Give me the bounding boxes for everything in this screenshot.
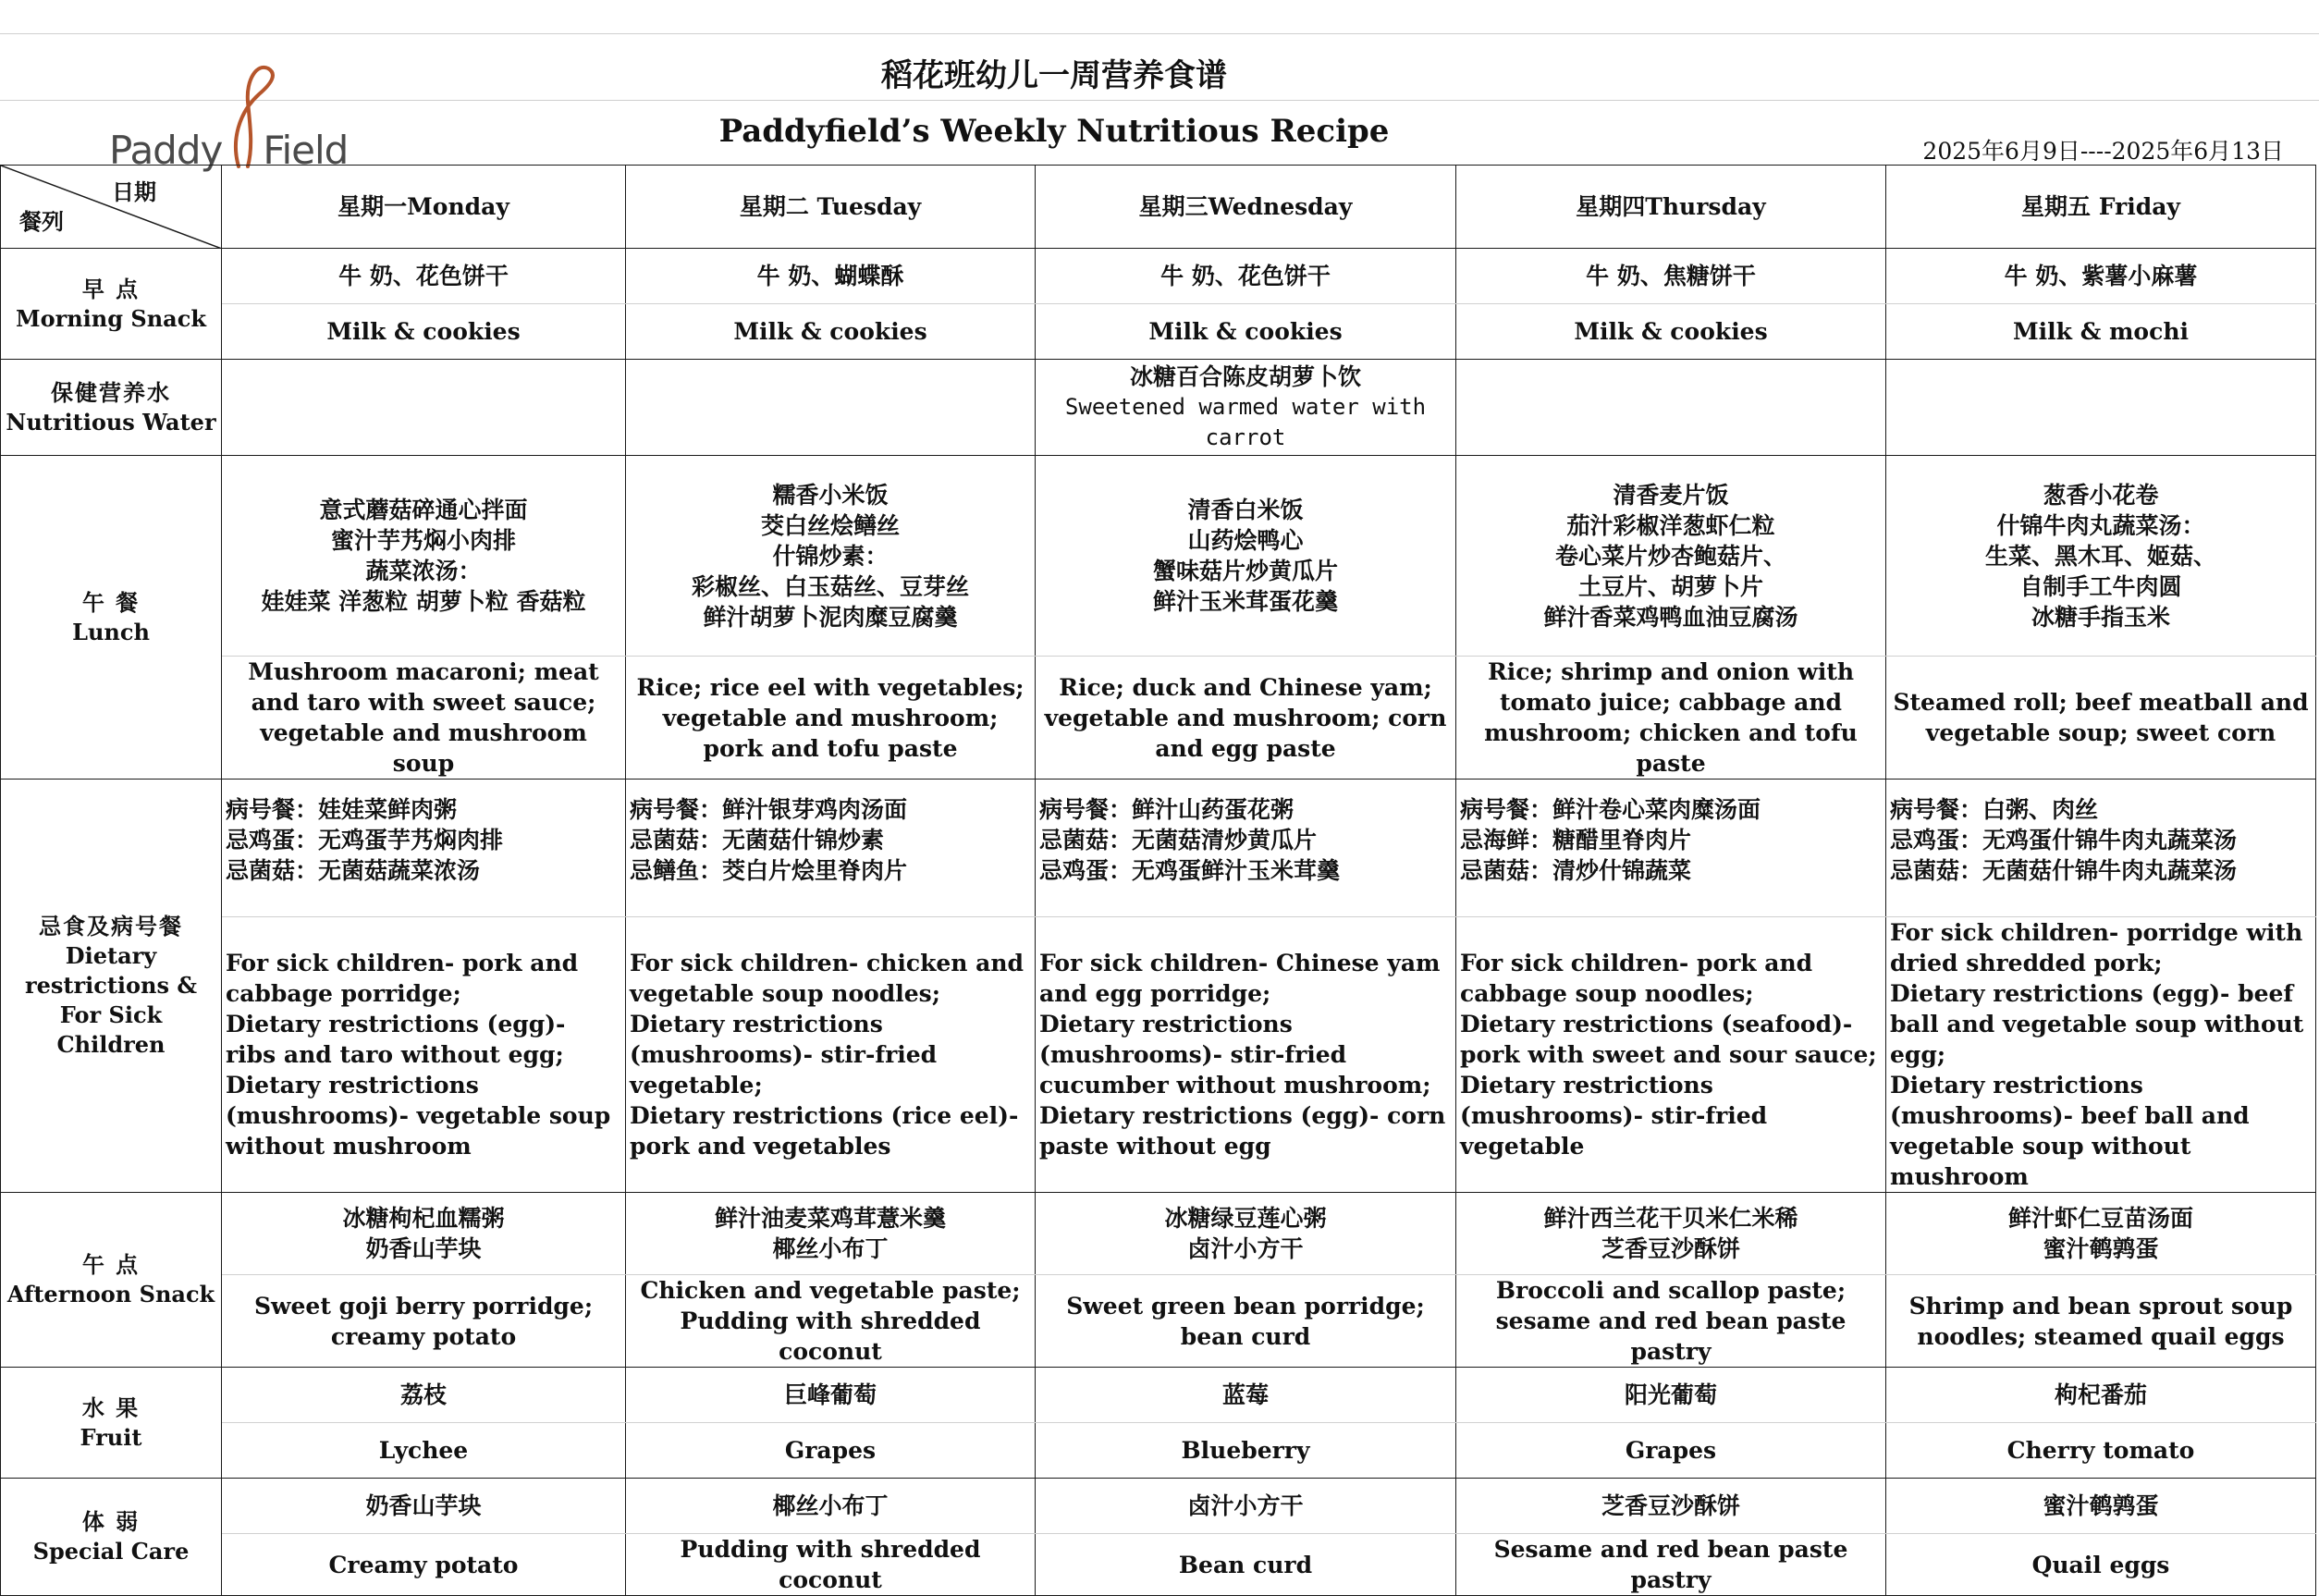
morning-snack-zh: 牛 奶、花色饼干: [1036, 249, 1456, 304]
row-label-fruit: 水 果 Fruit: [1, 1368, 222, 1479]
lunch-en: Steamed roll; beef meatball and vegetable soup; sweet corn: [1886, 657, 2316, 780]
special-care-en-row: [1, 1534, 2316, 1596]
date-range: 2025年6月9日----2025年6月13日: [1922, 138, 2284, 165]
morning-snack-en: Milk & mochi: [1886, 304, 2316, 360]
afternoon-snack-en: Sweet goji berry porridge; creamy potato: [222, 1275, 626, 1368]
corner-cell: [1, 166, 222, 249]
meal-label: 餐列: [19, 208, 64, 235]
day-header: 星期四Thursday: [1456, 166, 1886, 249]
special-care-row: [1, 1479, 2316, 1534]
fruit-zh: 荔枝: [222, 1368, 626, 1423]
day-header: 星期一Monday: [222, 166, 626, 249]
title-english: Paddyfield’s Weekly Nutritious Recipe: [718, 113, 1390, 150]
afternoon-snack-zh: 冰糖绿豆莲心粥 卤汁小方干: [1036, 1193, 1456, 1275]
day-header: 星期二 Tuesday: [626, 166, 1036, 249]
row-label-dietary: 忌食及病号餐 Dietary restrictions & For Sick Children: [1, 780, 222, 1193]
afternoon-snack-en: Sweet green bean porridge; bean curd: [1036, 1275, 1456, 1368]
empty-cell: [1886, 360, 2316, 456]
lunch-en-row: [1, 657, 2316, 780]
fruit-en: Grapes: [626, 1423, 1036, 1479]
empty-cell: [626, 360, 1036, 456]
special-care-zh: 椰丝小布丁: [626, 1479, 1036, 1534]
dietary-en-row: [1, 917, 2316, 1193]
fruit-row: [1, 1368, 2316, 1423]
dietary-en: For sick children- pork and cabbage soup noodles; Dietary restrictions (seafood)- pork with sweet and sour sauce; Dietary restrictions (mushrooms)- stir-fried vegetable: [1456, 917, 1886, 1193]
lunch-en: Rice; duck and Chinese yam; vegetable and mushroom; corn and egg paste: [1036, 657, 1456, 780]
afternoon-snack-zh: 鲜汁虾仁豆苗汤面 蜜汁鹌鹑蛋: [1886, 1193, 2316, 1275]
nutritious-water-row: [1, 360, 2316, 456]
nutritious-water-wed: 冰糖百合陈皮胡萝卜饮 Sweetened warmed water with carrot: [1036, 360, 1456, 456]
empty-cell: [222, 360, 626, 456]
dietary-zh: 病号餐：鲜汁银芽鸡肉汤面 忌菌菇：无菌菇什锦炒素 忌鳝鱼：茭白片烩里脊肉片: [626, 780, 1036, 917]
fruit-en-row: [1, 1423, 2316, 1479]
afternoon-snack-en: Broccoli and scallop paste; sesame and red bean paste pastry: [1456, 1275, 1886, 1368]
dietary-en: For sick children- pork and cabbage porridge; Dietary restrictions (egg)- ribs and taro without egg; Dietary restrictions (mushrooms)- vegetable soup without mushroom: [222, 917, 626, 1193]
header: [0, 33, 2319, 173]
afternoon-snack-zh: 鲜汁西兰花干贝米仁米稀 芝香豆沙酥饼: [1456, 1193, 1886, 1275]
morning-snack-en-row: [1, 304, 2316, 360]
afternoon-snack-en: Shrimp and bean sprout soup noodles; steamed quail eggs: [1886, 1275, 2316, 1368]
morning-snack-en: Milk & cookies: [1456, 304, 1886, 360]
lunch-zh: 意式蘑菇碎通心拌面 蜜汁芋艿焖小肉排 蔬菜浓汤： 娃娃菜 洋葱粒 胡萝卜粒 香菇粒: [222, 456, 626, 657]
fruit-zh: 巨峰葡萄: [626, 1368, 1036, 1423]
fruit-en: Lychee: [222, 1423, 626, 1479]
special-care-en: Creamy potato: [222, 1534, 626, 1596]
lunch-en: Mushroom macaroni; meat and taro with sweet sauce; vegetable and mushroom soup: [222, 657, 626, 780]
dietary-en: For sick children- Chinese yam and egg porridge; Dietary restrictions (mushrooms)- stir-fried cucumber without mushroom; Dietary restrictions (egg)- corn paste without egg: [1036, 917, 1456, 1193]
day-header: 星期三Wednesday: [1036, 166, 1456, 249]
dietary-en: For sick children- chicken and vegetable soup noodles; Dietary restrictions (mushrooms)- stir-fried vegetable; Dietary restrictions (rice eel)- pork and vegetables: [626, 917, 1036, 1193]
lunch-en: Rice; rice eel with vegetables; vegetable and mushroom; pork and tofu paste: [626, 657, 1036, 780]
row-label-afternoon: 午 点 Afternoon Snack: [1, 1193, 222, 1368]
special-care-zh: 奶香山芋块: [222, 1479, 626, 1534]
special-care-zh: 卤汁小方干: [1036, 1479, 1456, 1534]
morning-snack-zh: 牛 奶、花色饼干: [222, 249, 626, 304]
morning-snack-zh: 牛 奶、蝴蝶酥: [626, 249, 1036, 304]
dietary-zh: 病号餐：白粥、肉丝 忌鸡蛋：无鸡蛋什锦牛肉丸蔬菜汤 忌菌菇：无菌菇什锦牛肉丸蔬菜汤: [1886, 780, 2316, 917]
date-label: 日期: [112, 178, 156, 205]
special-care-en: Sesame and red bean paste pastry: [1456, 1534, 1886, 1596]
row-label-water: 保健营养水 Nutritious Water: [1, 360, 222, 456]
special-care-en: Bean curd: [1036, 1534, 1456, 1596]
fruit-zh: 枸杞番茄: [1886, 1368, 2316, 1423]
logo-wordmark: Paddy Field: [109, 128, 349, 173]
morning-snack-row: [1, 249, 2316, 304]
afternoon-snack-zh: 冰糖枸杞血糯粥 奶香山芋块: [222, 1193, 626, 1275]
fruit-zh: 阳光葡萄: [1456, 1368, 1886, 1423]
afternoon-snack-zh: 鲜汁油麦菜鸡茸薏米羹 椰丝小布丁: [626, 1193, 1036, 1275]
divider: [0, 33, 2319, 34]
empty-cell: [1456, 360, 1886, 456]
lunch-zh: 清香麦片饭 茄汁彩椒洋葱虾仁粒 卷心菜片炒杏鲍菇片、 土豆片、胡萝卜片 鲜汁香菜鸡鸭血油豆腐汤: [1456, 456, 1886, 657]
lunch-en: Rice; shrimp and onion with tomato juice; cabbage and mushroom; chicken and tofu paste: [1456, 657, 1886, 780]
special-care-zh: 芝香豆沙酥饼: [1456, 1479, 1886, 1534]
lunch-zh: 葱香小花卷 什锦牛肉丸蔬菜汤： 生菜、黑木耳、姬菇、 自制手工牛肉圆 冰糖手指玉米: [1886, 456, 2316, 657]
special-care-zh: 蜜汁鹌鹑蛋: [1886, 1479, 2316, 1534]
day-header-row: [1, 166, 2316, 249]
special-care-en: Quail eggs: [1886, 1534, 2316, 1596]
row-label-morning: 早 点 Morning Snack: [1, 249, 222, 360]
lunch-row: [1, 456, 2316, 657]
fruit-en: Cherry tomato: [1886, 1423, 2316, 1479]
morning-snack-zh: 牛 奶、焦糖饼干: [1456, 249, 1886, 304]
row-label-special-care: 体 弱 Special Care: [1, 1479, 222, 1596]
dietary-row: [1, 780, 2316, 917]
fruit-en: Blueberry: [1036, 1423, 1456, 1479]
morning-snack-en: Milk & cookies: [222, 304, 626, 360]
day-header: 星期五 Friday: [1886, 166, 2316, 249]
fruit-zh: 蓝莓: [1036, 1368, 1456, 1423]
title-chinese: 稻花班幼儿一周营养食谱: [881, 57, 1227, 94]
morning-snack-en: Milk & cookies: [626, 304, 1036, 360]
fruit-en: Grapes: [1456, 1423, 1886, 1479]
dietary-zh: 病号餐：鲜汁山药蛋花粥 忌菌菇：无菌菇清炒黄瓜片 忌鸡蛋：无鸡蛋鲜汁玉米茸羹: [1036, 780, 1456, 917]
morning-snack-zh: 牛 奶、紫薯小麻薯: [1886, 249, 2316, 304]
morning-snack-en: Milk & cookies: [1036, 304, 1456, 360]
dietary-zh: 病号餐：娃娃菜鲜肉粥 忌鸡蛋：无鸡蛋芋艿焖肉排 忌菌菇：无菌菇蔬菜浓汤: [222, 780, 626, 917]
row-label-lunch: 午 餐 Lunch: [1, 456, 222, 780]
afternoon-snack-row: [1, 1193, 2316, 1275]
afternoon-snack-en-row: [1, 1275, 2316, 1368]
weekly-menu-table: [0, 165, 2316, 1596]
special-care-en: Pudding with shredded coconut: [626, 1534, 1036, 1596]
dietary-zh: 病号餐：鲜汁卷心菜肉糜汤面 忌海鲜：糖醋里脊肉片 忌菌菇：清炒什锦蔬菜: [1456, 780, 1886, 917]
afternoon-snack-en: Chicken and vegetable paste; Pudding with shredded coconut: [626, 1275, 1036, 1368]
dietary-en: For sick children- porridge with dried shredded pork; Dietary restrictions (egg)- beef ball and vegetable soup without egg; Dietary restrictions (mushrooms)- beef ball and vegetable soup without mushroom: [1886, 917, 2316, 1193]
lunch-zh: 清香白米饭 山药烩鸭心 蟹味菇片炒黄瓜片 鲜汁玉米茸蛋花羹: [1036, 456, 1456, 657]
lunch-zh: 糯香小米饭 茭白丝烩鳝丝 什锦炒素： 彩椒丝、白玉菇丝、豆芽丝 鲜汁胡萝卜泥肉糜豆腐羹: [626, 456, 1036, 657]
